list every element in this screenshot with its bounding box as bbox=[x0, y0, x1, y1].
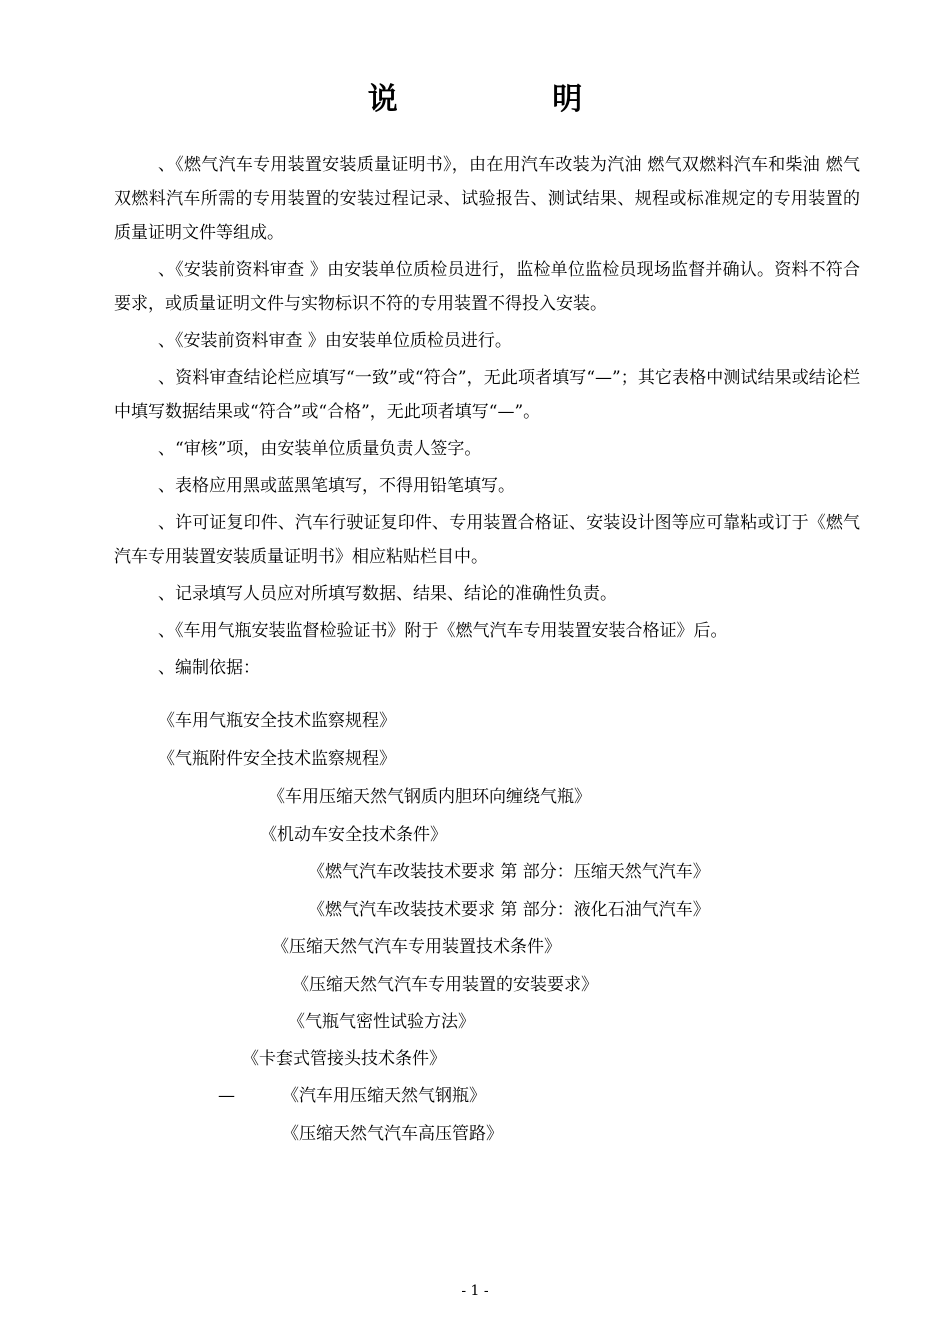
reference-item: 《压缩天然气汽车专用装置的安装要求》 bbox=[292, 975, 598, 995]
instruction-item-3: 、《安装前资料审查 》由安装单位质检员进行。 bbox=[158, 331, 512, 351]
instruction-item-9: 、《车用气瓶安装监督检验证书》附于《燃气汽车专用装置安装合格证》后。 bbox=[158, 621, 728, 641]
instruction-item-2: 、《安装前资料审查 》由安装单位质检员进行，监检单位监检员现场监督并确认。资料不符合要求，或质量证明文件与实物标识不符的专用装置不得投入安装。 bbox=[114, 260, 860, 314]
instruction-item-8: 、记录填写人员应对所填写数据、结果、结论的准确性负责。 bbox=[158, 584, 617, 604]
reference-item: 《机动车安全技术条件》 bbox=[260, 825, 447, 845]
instructions-body bbox=[114, 148, 860, 688]
reference-item: 《燃气汽车改装技术要求 第 部分：液化石油气汽车》 bbox=[308, 900, 710, 920]
reference-item: 《压缩天然气汽车高压管路》 bbox=[282, 1124, 503, 1144]
instruction-item-1: 、《燃气汽车专用装置安装质量证明书》，由在用汽车改装为汽油 燃气双燃料汽车和柴油 燃气双燃料汽车所需的专用装置的安装过程记录、试验报告、测试结果、规程或标准规定的专用装置的质量证明文件等组成。 bbox=[114, 155, 860, 243]
instruction-item-4: 、资料审查结论栏应填写“一致”或“符合”，无此项者填写“—”；其它表格中测试结果或结论栏中填写数据结果或“符合”或“合格”，无此项者填写“—”。 bbox=[114, 368, 860, 422]
reference-item: 《燃气汽车改装技术要求 第 部分：压缩天然气汽车》 bbox=[308, 862, 710, 882]
reference-dash: — bbox=[218, 1086, 235, 1106]
page-title: 说 明 bbox=[367, 82, 655, 117]
reference-item: 《气瓶附件安全技术监察规程》 bbox=[158, 749, 396, 769]
instruction-item-6: 、表格应用黑或蓝黑笔填写，不得用铅笔填写。 bbox=[158, 476, 515, 496]
reference-item: 《车用压缩天然气钢质内胆环向缠绕气瓶》 bbox=[268, 787, 591, 807]
reference-item: 《卡套式管接头技术条件》 bbox=[242, 1049, 446, 1069]
reference-item: 《车用气瓶安全技术监察规程》 bbox=[158, 711, 396, 731]
reference-item: 《气瓶气密性试验方法》 bbox=[288, 1012, 475, 1032]
page-number: - 1 - bbox=[461, 1283, 489, 1299]
reference-item: 《汽车用压缩天然气钢瓶》 bbox=[282, 1086, 486, 1106]
instruction-item-5: 、“审核”项，由安装单位质量负责人签字。 bbox=[158, 439, 482, 459]
instruction-item-7: 、许可证复印件、汽车行驶证复印件、专用装置合格证、安装设计图等应可靠粘或订于《燃气汽车专用装置安装质量证明书》相应粘贴栏目中。 bbox=[114, 513, 860, 567]
instruction-item-10: 、编制依据： bbox=[158, 658, 260, 678]
reference-item: 《压缩天然气汽车专用装置技术条件》 bbox=[272, 937, 561, 957]
